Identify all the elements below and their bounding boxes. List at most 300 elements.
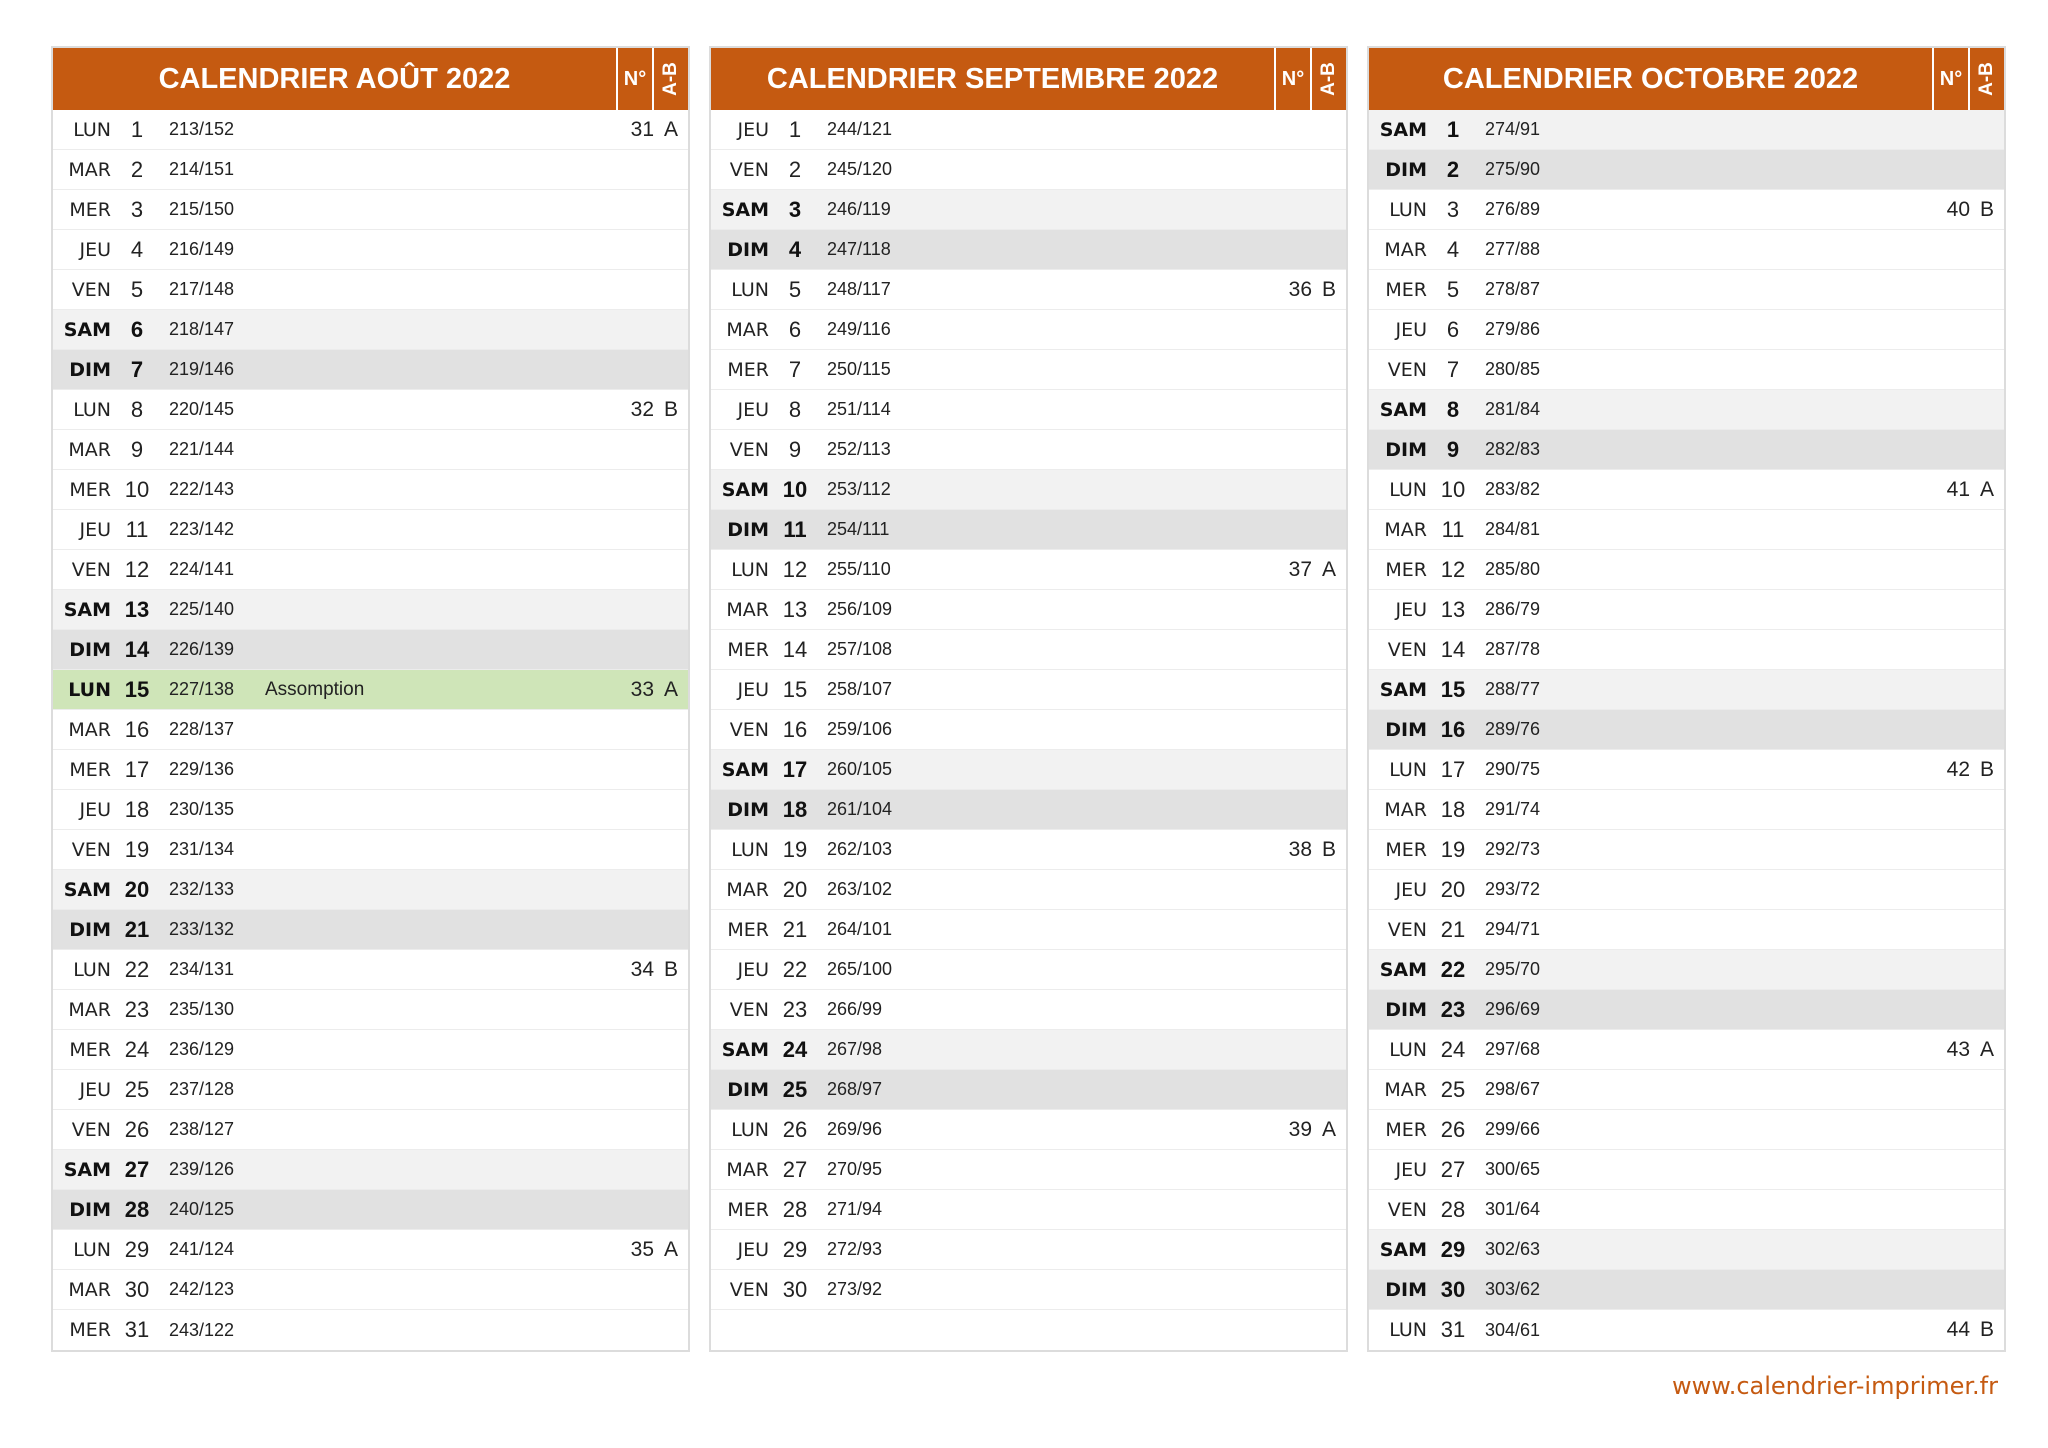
- julian-day-count: 261/104: [827, 799, 893, 819]
- day-of-week: SAM: [721, 1038, 769, 1061]
- week-number: 41: [1946, 477, 1970, 501]
- day-of-week: LUN: [1389, 198, 1427, 221]
- day-number: 9: [1446, 436, 1460, 462]
- day-number: 26: [782, 1116, 808, 1142]
- julian-day-count: 281/84: [1485, 399, 1541, 419]
- julian-day-count: 300/65: [1485, 1159, 1541, 1179]
- julian-day-count: 286/79: [1485, 599, 1541, 619]
- julian-day-count: 224/141: [169, 559, 235, 579]
- day-number: 29: [1440, 1236, 1466, 1262]
- day-row: [53, 1150, 688, 1190]
- day-number: 20: [124, 876, 150, 902]
- day-number: 1: [788, 116, 802, 142]
- julian-day-count: 269/96: [827, 1119, 883, 1139]
- day-of-week: MER: [1385, 1118, 1427, 1141]
- week-number: 37: [1288, 557, 1312, 581]
- day-row: [711, 1310, 1346, 1350]
- day-number: 19: [124, 836, 150, 862]
- day-row: [1369, 750, 2004, 790]
- day-row: [711, 270, 1346, 310]
- day-of-week: JEU: [737, 398, 769, 421]
- julian-day-count: 235/130: [169, 999, 235, 1019]
- julian-day-count: 218/147: [169, 319, 235, 339]
- week-number: 42: [1946, 757, 1970, 781]
- julian-day-count: 223/142: [169, 519, 235, 539]
- day-number: 22: [124, 956, 150, 982]
- day-row: [1369, 550, 2004, 590]
- day-of-week: MAR: [68, 998, 111, 1021]
- day-row: [711, 430, 1346, 470]
- julian-day-count: 222/143: [169, 479, 235, 499]
- julian-day-count: 285/80: [1485, 559, 1541, 579]
- day-number: 26: [1440, 1116, 1466, 1142]
- day-row: [1369, 1110, 2004, 1150]
- month-title: CALENDRIER OCTOBRE 2022: [1442, 62, 1859, 95]
- day-row: [53, 790, 688, 830]
- day-row: [711, 670, 1346, 710]
- day-number: 6: [1446, 316, 1460, 342]
- day-number: 24: [782, 1036, 808, 1062]
- day-number: 16: [782, 716, 808, 742]
- day-of-week: VEN: [1387, 918, 1427, 941]
- julian-day-count: 298/67: [1485, 1079, 1541, 1099]
- julian-day-count: 220/145: [169, 399, 235, 419]
- day-row: [53, 230, 688, 270]
- day-number: 30: [1440, 1276, 1466, 1302]
- julian-day-count: 242/123: [169, 1279, 235, 1299]
- week-number-header: N°: [1932, 48, 1968, 110]
- day-of-week: VEN: [729, 438, 769, 461]
- day-row: [53, 510, 688, 550]
- julian-day-count: 260/105: [827, 759, 893, 779]
- julian-day-count: 280/85: [1485, 359, 1541, 379]
- day-of-week: MAR: [726, 598, 769, 621]
- day-row: [711, 390, 1346, 430]
- day-number: 13: [1440, 596, 1466, 622]
- day-row: [53, 1070, 688, 1110]
- day-row: [711, 1030, 1346, 1070]
- julian-day-count: 263/102: [827, 879, 893, 899]
- day-of-week: MAR: [726, 318, 769, 341]
- day-row: [1369, 510, 2004, 550]
- day-number: 28: [1440, 1196, 1466, 1222]
- julian-day-count: 275/90: [1485, 159, 1541, 179]
- day-row: [711, 790, 1346, 830]
- day-row: [711, 750, 1346, 790]
- day-number: 20: [1440, 876, 1466, 902]
- julian-day-count: 274/91: [1485, 119, 1541, 139]
- day-of-week: VEN: [71, 1118, 111, 1141]
- month-calendar-octobre: [1367, 46, 2006, 1352]
- day-number: 9: [788, 436, 802, 462]
- day-row: [1369, 310, 2004, 350]
- day-of-week: MER: [727, 358, 769, 381]
- day-of-week: MER: [69, 1319, 111, 1341]
- day-of-week: VEN: [71, 558, 111, 581]
- day-number: 7: [788, 356, 802, 382]
- julian-day-count: 241/124: [169, 1239, 235, 1259]
- day-number: 5: [788, 276, 802, 302]
- julian-day-count: 219/146: [169, 359, 235, 379]
- day-row: [711, 150, 1346, 190]
- day-row: [1369, 1190, 2004, 1230]
- day-row: [711, 190, 1346, 230]
- day-of-week: SAM: [63, 1158, 111, 1181]
- day-of-week: MAR: [68, 158, 111, 181]
- month-header: [53, 48, 688, 110]
- julian-day-count: 276/89: [1485, 199, 1541, 219]
- week-ab: B: [1321, 837, 1336, 861]
- julian-day-count: 246/119: [827, 199, 891, 219]
- month-header: [1369, 48, 2004, 110]
- day-number: 23: [1440, 996, 1466, 1022]
- day-of-week: VEN: [729, 1278, 769, 1301]
- day-number: 16: [1440, 716, 1466, 742]
- day-number: 11: [783, 516, 807, 542]
- week-ab: A: [663, 1237, 678, 1261]
- day-row: [1369, 950, 2004, 990]
- day-of-week: MER: [727, 1198, 769, 1221]
- day-number: 1: [130, 116, 144, 142]
- day-of-week: MER: [727, 918, 769, 941]
- day-row: [53, 1030, 688, 1070]
- week-ab: A: [663, 117, 678, 141]
- day-number: 27: [124, 1156, 150, 1182]
- day-of-week: JEU: [1395, 598, 1427, 621]
- day-number: 6: [788, 316, 802, 342]
- day-of-week: DIM: [727, 238, 769, 261]
- julian-day-count: 302/63: [1485, 1239, 1541, 1259]
- day-number: 3: [788, 196, 802, 222]
- day-number: 10: [782, 476, 808, 502]
- day-number: 16: [124, 716, 150, 742]
- julian-day-count: 252/113: [827, 439, 891, 459]
- day-number: 3: [1446, 196, 1460, 222]
- day-of-week: MAR: [1384, 518, 1427, 541]
- month-title: CALENDRIER AOÛT 2022: [158, 62, 511, 95]
- week-number-header: N°: [1274, 48, 1310, 110]
- day-of-week: LUN: [1389, 1038, 1427, 1061]
- day-number: 11: [125, 516, 149, 542]
- day-number: 25: [782, 1076, 808, 1102]
- day-of-week: SAM: [721, 478, 769, 501]
- day-row: [53, 1310, 688, 1350]
- day-number: 24: [1440, 1036, 1466, 1062]
- julian-day-count: 290/75: [1485, 759, 1541, 779]
- week-ab: A: [1321, 557, 1336, 581]
- day-of-week: MER: [69, 198, 111, 221]
- day-row: [53, 990, 688, 1030]
- day-of-week: LUN: [73, 958, 111, 981]
- day-row: [711, 830, 1346, 870]
- day-row: [53, 910, 688, 950]
- day-number: 14: [782, 636, 808, 662]
- day-row: [711, 470, 1346, 510]
- day-row: [53, 110, 688, 150]
- julian-day-count: 265/100: [827, 959, 893, 979]
- julian-day-count: 303/62: [1485, 1279, 1541, 1299]
- week-ab-header: [652, 48, 688, 110]
- day-row: [711, 1230, 1346, 1270]
- day-number: 3: [130, 196, 144, 222]
- day-number: 4: [788, 236, 802, 262]
- julian-day-count: 270/95: [827, 1159, 883, 1179]
- day-number: 15: [124, 676, 150, 702]
- julian-day-count: 236/129: [169, 1039, 235, 1059]
- day-of-week: SAM: [1379, 398, 1427, 421]
- julian-day-count: 272/93: [827, 1239, 883, 1259]
- day-of-week: MER: [1385, 278, 1427, 301]
- julian-day-count: 278/87: [1485, 279, 1541, 299]
- day-row: [1369, 270, 2004, 310]
- day-number: 5: [1446, 276, 1460, 302]
- day-number: 25: [1440, 1076, 1466, 1102]
- day-row: [711, 230, 1346, 270]
- day-number: 22: [782, 956, 808, 982]
- day-row: [1369, 1230, 2004, 1270]
- day-row: [1369, 870, 2004, 910]
- day-number: 19: [1440, 836, 1466, 862]
- day-of-week: VEN: [71, 278, 111, 301]
- day-row: [53, 310, 688, 350]
- day-of-week: LUN: [73, 398, 111, 421]
- day-row: [711, 350, 1346, 390]
- day-number: 21: [124, 916, 150, 942]
- day-of-week: DIM: [1385, 718, 1427, 741]
- day-number: 9: [130, 436, 144, 462]
- julian-day-count: 273/92: [827, 1279, 883, 1299]
- julian-day-count: 271/94: [827, 1199, 883, 1219]
- day-row: [1369, 1030, 2004, 1070]
- julian-day-count: 268/97: [827, 1079, 883, 1099]
- day-of-week: VEN: [729, 158, 769, 181]
- julian-day-count: 216/149: [169, 239, 235, 259]
- julian-day-count: 213/152: [169, 119, 235, 139]
- day-row: [711, 1070, 1346, 1110]
- day-number: 29: [782, 1236, 808, 1262]
- day-number: 30: [782, 1276, 808, 1302]
- day-of-week: LUN: [1389, 758, 1427, 781]
- day-row: [53, 1110, 688, 1150]
- day-number: 13: [124, 596, 150, 622]
- day-row: [1369, 1070, 2004, 1110]
- day-number: 12: [1440, 556, 1466, 582]
- day-row: [711, 1190, 1346, 1230]
- week-number: 33: [630, 677, 654, 701]
- julian-day-count: 287/78: [1485, 639, 1541, 659]
- website-link[interactable]: www.calendrier-imprimer.fr: [1672, 1372, 1998, 1400]
- julian-day-count: 256/109: [827, 599, 893, 619]
- day-number: 4: [130, 236, 144, 262]
- day-row: [711, 510, 1346, 550]
- julian-day-count: 291/74: [1485, 799, 1541, 819]
- julian-day-count: 289/76: [1485, 719, 1541, 739]
- day-number: 14: [1440, 636, 1466, 662]
- day-number: 1: [1446, 116, 1460, 142]
- day-of-week: JEU: [737, 678, 769, 701]
- julian-day-count: 230/135: [169, 799, 235, 819]
- day-of-week: JEU: [1395, 878, 1427, 901]
- day-row: [53, 630, 688, 670]
- day-row: [53, 150, 688, 190]
- day-of-week: JEU: [79, 1078, 111, 1101]
- day-row: [711, 110, 1346, 150]
- day-number: 31: [124, 1317, 150, 1342]
- day-row: [1369, 190, 2004, 230]
- julian-day-count: 231/134: [169, 839, 235, 859]
- day-of-week: MAR: [68, 718, 111, 741]
- julian-day-count: 244/121: [827, 119, 893, 139]
- day-number: 7: [1446, 356, 1460, 382]
- day-of-week: VEN: [1387, 1198, 1427, 1221]
- day-number: 23: [124, 996, 150, 1022]
- day-of-week: VEN: [1387, 638, 1427, 661]
- julian-day-count: 249/116: [827, 319, 891, 339]
- day-number: 29: [124, 1236, 150, 1262]
- julian-day-count: 264/101: [827, 919, 893, 939]
- day-row: [53, 1230, 688, 1270]
- julian-day-count: 297/68: [1485, 1039, 1541, 1059]
- day-of-week: LUN: [68, 678, 111, 701]
- julian-day-count: 277/88: [1485, 239, 1541, 259]
- day-row: [1369, 150, 2004, 190]
- day-of-week: VEN: [1387, 358, 1427, 381]
- julian-day-count: 254/111: [827, 519, 890, 539]
- day-number: 28: [124, 1196, 150, 1222]
- julian-day-count: 293/72: [1485, 879, 1541, 899]
- day-of-week: DIM: [1385, 1278, 1427, 1301]
- day-number: 24: [124, 1036, 150, 1062]
- day-number: 7: [130, 356, 144, 382]
- day-number: 31: [1440, 1317, 1466, 1342]
- day-number: 18: [782, 796, 808, 822]
- day-row: [711, 990, 1346, 1030]
- day-number: 12: [782, 556, 808, 582]
- week-ab-label: A-B: [1318, 62, 1339, 96]
- julian-day-count: 267/98: [827, 1039, 883, 1059]
- day-of-week: VEN: [729, 718, 769, 741]
- day-of-week: DIM: [69, 358, 111, 381]
- day-of-week: SAM: [1379, 1238, 1427, 1261]
- day-of-week: JEU: [1395, 1158, 1427, 1181]
- day-of-week: MAR: [1384, 798, 1427, 821]
- month-header: [711, 48, 1346, 110]
- day-number: 17: [782, 756, 808, 782]
- day-number: 15: [1440, 676, 1466, 702]
- julian-day-count: 214/151: [169, 159, 235, 179]
- day-number: 8: [1446, 396, 1460, 422]
- day-row: [53, 550, 688, 590]
- week-ab: B: [663, 957, 678, 981]
- week-ab: B: [1321, 277, 1336, 301]
- day-number: 12: [124, 556, 150, 582]
- day-row: [53, 190, 688, 230]
- day-of-week: MER: [1385, 558, 1427, 581]
- day-row: [53, 590, 688, 630]
- day-of-week: SAM: [63, 878, 111, 901]
- day-number: 17: [124, 756, 150, 782]
- day-of-week: DIM: [727, 518, 769, 541]
- julian-day-count: 225/140: [169, 599, 235, 619]
- day-number: 2: [130, 156, 144, 182]
- day-of-week: MER: [727, 638, 769, 661]
- julian-day-count: 233/132: [169, 919, 235, 939]
- day-of-week: DIM: [727, 1078, 769, 1101]
- julian-day-count: 228/137: [169, 719, 235, 739]
- day-number: 23: [782, 996, 808, 1022]
- day-of-week: SAM: [63, 318, 111, 341]
- day-row: [711, 1110, 1346, 1150]
- julian-day-count: 296/69: [1485, 999, 1541, 1019]
- julian-day-count: 238/127: [169, 1119, 235, 1139]
- day-row: [53, 670, 688, 710]
- day-row: [1369, 470, 2004, 510]
- day-of-week: SAM: [721, 758, 769, 781]
- day-number: 14: [124, 636, 150, 662]
- day-row: [53, 1190, 688, 1230]
- day-of-week: MAR: [726, 878, 769, 901]
- julian-day-count: 247/118: [827, 239, 891, 259]
- day-of-week: SAM: [1379, 118, 1427, 141]
- day-of-week: VEN: [729, 998, 769, 1021]
- day-of-week: DIM: [69, 1198, 111, 1221]
- month-calendar-septembre: [709, 46, 1348, 1352]
- julian-day-count: 262/103: [827, 839, 893, 859]
- day-of-week: SAM: [1379, 678, 1427, 701]
- day-number: 20: [782, 876, 808, 902]
- julian-day-count: 257/108: [827, 639, 893, 659]
- day-number: 22: [1440, 956, 1466, 982]
- julian-day-count: 227/138: [169, 679, 235, 699]
- day-of-week: DIM: [69, 918, 111, 941]
- day-of-week: MAR: [68, 438, 111, 461]
- week-number: 31: [630, 117, 654, 141]
- julian-day-count: 288/77: [1485, 679, 1541, 699]
- week-number: 32: [630, 397, 654, 421]
- julian-day-count: 215/150: [169, 199, 235, 219]
- day-of-week: MER: [1385, 838, 1427, 861]
- julian-day-count: 294/71: [1485, 919, 1541, 939]
- day-row: [1369, 670, 2004, 710]
- julian-day-count: 234/131: [169, 959, 235, 979]
- day-number: 18: [124, 796, 150, 822]
- day-row: [53, 830, 688, 870]
- day-row: [711, 710, 1346, 750]
- day-row: [711, 870, 1346, 910]
- day-of-week: LUN: [731, 278, 769, 301]
- day-row: [53, 950, 688, 990]
- day-row: [1369, 790, 2004, 830]
- month-title: CALENDRIER SEPTEMBRE 2022: [766, 62, 1219, 95]
- julian-day-count: 245/120: [827, 159, 893, 179]
- day-row: [711, 550, 1346, 590]
- day-row: [1369, 990, 2004, 1030]
- day-of-week: MER: [69, 478, 111, 501]
- day-of-week: DIM: [1385, 158, 1427, 181]
- julian-day-count: 282/83: [1485, 439, 1541, 459]
- day-number: 13: [782, 596, 808, 622]
- day-row: [1369, 230, 2004, 270]
- day-number: 21: [782, 916, 808, 942]
- day-of-week: LUN: [731, 838, 769, 861]
- day-of-week: LUN: [731, 558, 769, 581]
- day-number: 8: [130, 396, 144, 422]
- week-ab: B: [1979, 197, 1994, 221]
- day-row: [711, 590, 1346, 630]
- julian-day-count: 255/110: [827, 559, 891, 579]
- day-rows: [53, 110, 688, 1350]
- julian-day-count: 221/144: [169, 439, 235, 459]
